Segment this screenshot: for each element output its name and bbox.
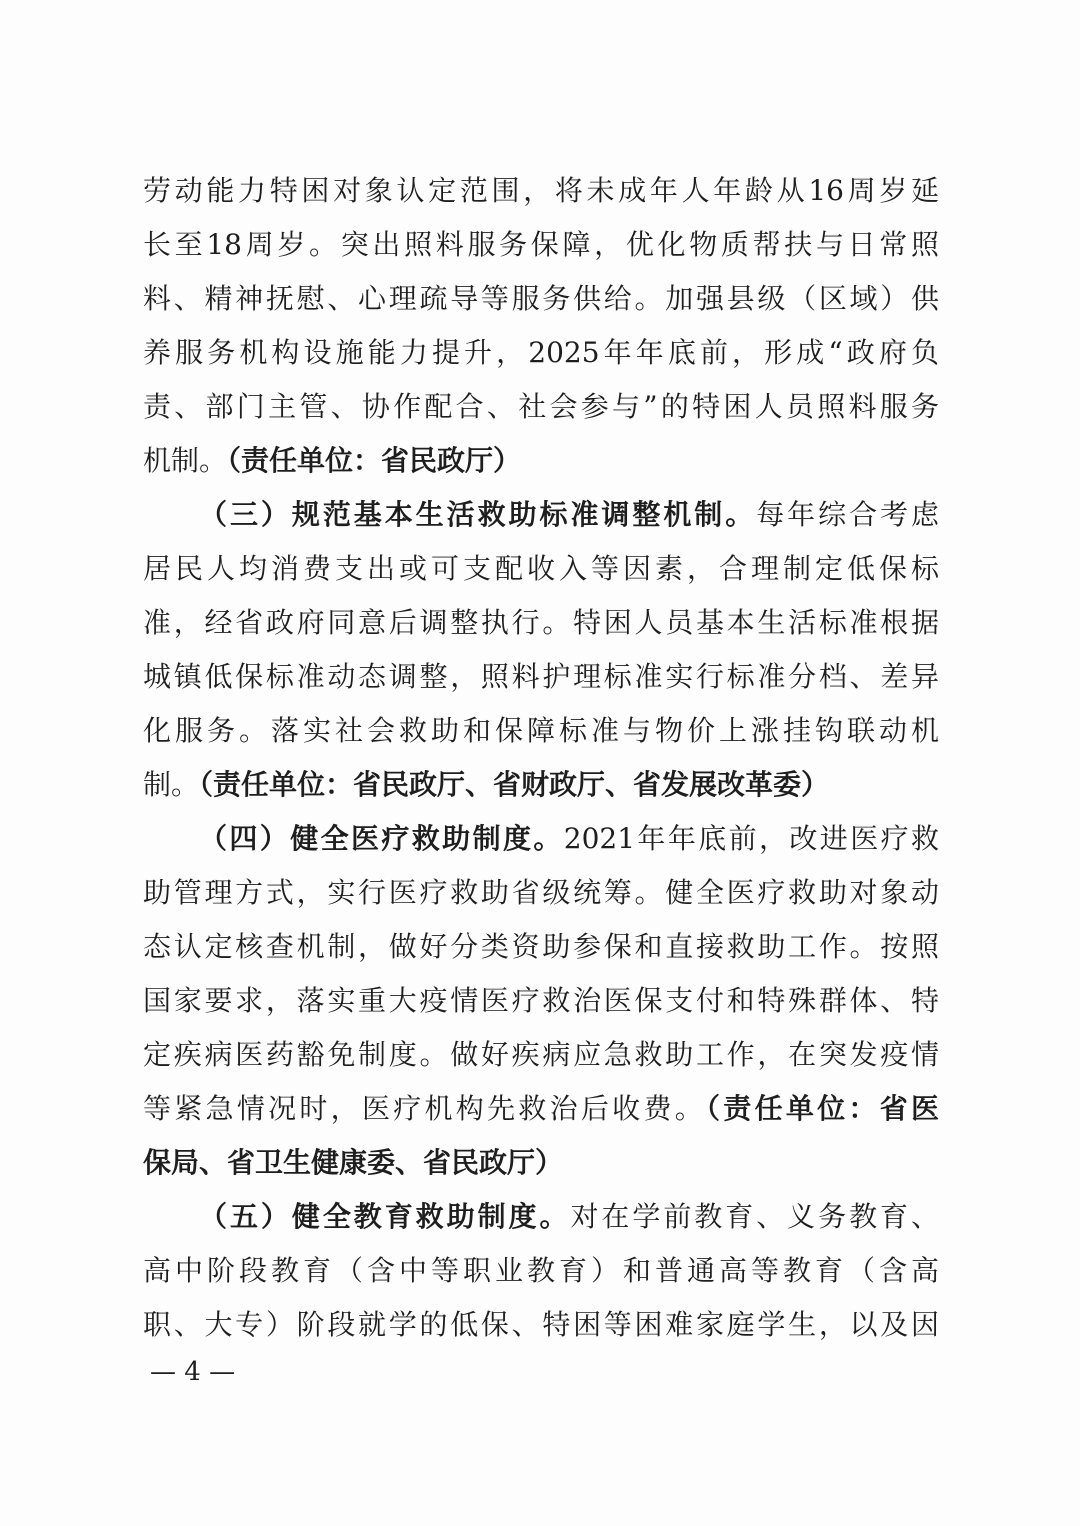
text-line <box>143 326 939 380</box>
bold-text-segment: （责任单位：省民政厅、省财政厅、省发展改革委） <box>199 768 830 801</box>
bold-text-segment: （责任单位：省民政厅） <box>227 444 522 477</box>
text-segment: 料、精神抚慰、心理疏导等服务供给。加强县级（区域）供 <box>143 282 939 315</box>
text-segment: 准，经省政府同意后调整执行。特困人员基本生活标准根据 <box>143 606 939 639</box>
bold-text-segment: （责任单位：省医 <box>706 1092 939 1125</box>
text-segment: 化服务。落实社会救助和保障标准与物价上涨挂钩联动机 <box>143 714 939 747</box>
text-line <box>143 974 939 1028</box>
document-body <box>143 164 939 1352</box>
text-line <box>143 1190 939 1244</box>
text-segment: 养服务机构设施能力提升，2025年年底前，形成“政府负 <box>143 336 939 369</box>
text-segment: 国家要求，落实重大疫情医疗救治医保支付和特殊群体、特 <box>143 984 939 1017</box>
text-line <box>143 1298 939 1352</box>
text-line <box>143 218 939 272</box>
text-line <box>143 650 939 704</box>
text-segment: 对在学前教育、义务教育、 <box>570 1200 939 1233</box>
bold-text-segment: （三）规范基本生活救助标准调整机制。 <box>199 498 757 531</box>
text-line <box>143 272 939 326</box>
text-line <box>143 1244 939 1298</box>
text-line <box>143 1082 939 1136</box>
text-line <box>143 758 939 812</box>
text-line <box>143 1028 939 1082</box>
bold-text-segment: （五）健全教育救助制度。 <box>199 1200 571 1233</box>
text-line <box>143 434 939 488</box>
text-line <box>143 704 939 758</box>
text-line <box>143 380 939 434</box>
text-segment: 劳动能力特困对象认定范围，将未成年人年龄从16周岁延 <box>143 174 939 207</box>
text-segment: 高中阶段教育（含中等职业教育）和普通高等教育（含高 <box>143 1254 939 1287</box>
text-segment: 每年综合考虑 <box>756 498 939 531</box>
text-segment: 2021年年底前，改进医疗救 <box>563 822 939 855</box>
text-segment: 长至18周岁。突出照料服务保障，优化物质帮扶与日常照 <box>143 228 939 261</box>
page-number: — 4 — <box>150 1357 236 1387</box>
text-line <box>143 542 939 596</box>
text-segment: 城镇低保标准动态调整，照料护理标准实行标准分档、差异 <box>143 660 939 693</box>
text-line <box>143 1136 939 1190</box>
text-line <box>143 812 939 866</box>
text-segment: 助管理方式，实行医疗救助省级统筹。健全医疗救助对象动 <box>143 876 939 909</box>
paragraph <box>143 812 939 1190</box>
text-line <box>143 488 939 542</box>
text-segment: 定疾病医药豁免制度。做好疾病应急救助工作，在突发疫情 <box>143 1038 939 1071</box>
text-segment: 机制。 <box>143 444 228 477</box>
bold-text-segment: 保局、省卫生健康委、省民政厅） <box>143 1146 564 1179</box>
text-segment: 等紧急情况时，医疗机构先救治后收费。 <box>143 1092 707 1125</box>
text-line <box>143 866 939 920</box>
text-segment: 责、部门主管、协作配合、社会参与”的特困人员照料服务 <box>143 390 939 423</box>
text-line <box>143 164 939 218</box>
paragraph <box>143 1190 939 1352</box>
text-segment: 职、大专）阶段就学的低保、特困等困难家庭学生，以及因 <box>143 1308 939 1341</box>
text-line <box>143 596 939 650</box>
text-segment: 制。 <box>143 768 200 801</box>
paragraph <box>143 164 939 488</box>
bold-text-segment: （四）健全医疗救助制度。 <box>199 822 564 855</box>
paragraph <box>143 488 939 812</box>
text-segment: 居民人均消费支出或可支配收入等因素，合理制定低保标 <box>143 552 939 585</box>
text-line <box>143 920 939 974</box>
text-segment: 态认定核查机制，做好分类资助参保和直接救助工作。按照 <box>143 930 939 963</box>
